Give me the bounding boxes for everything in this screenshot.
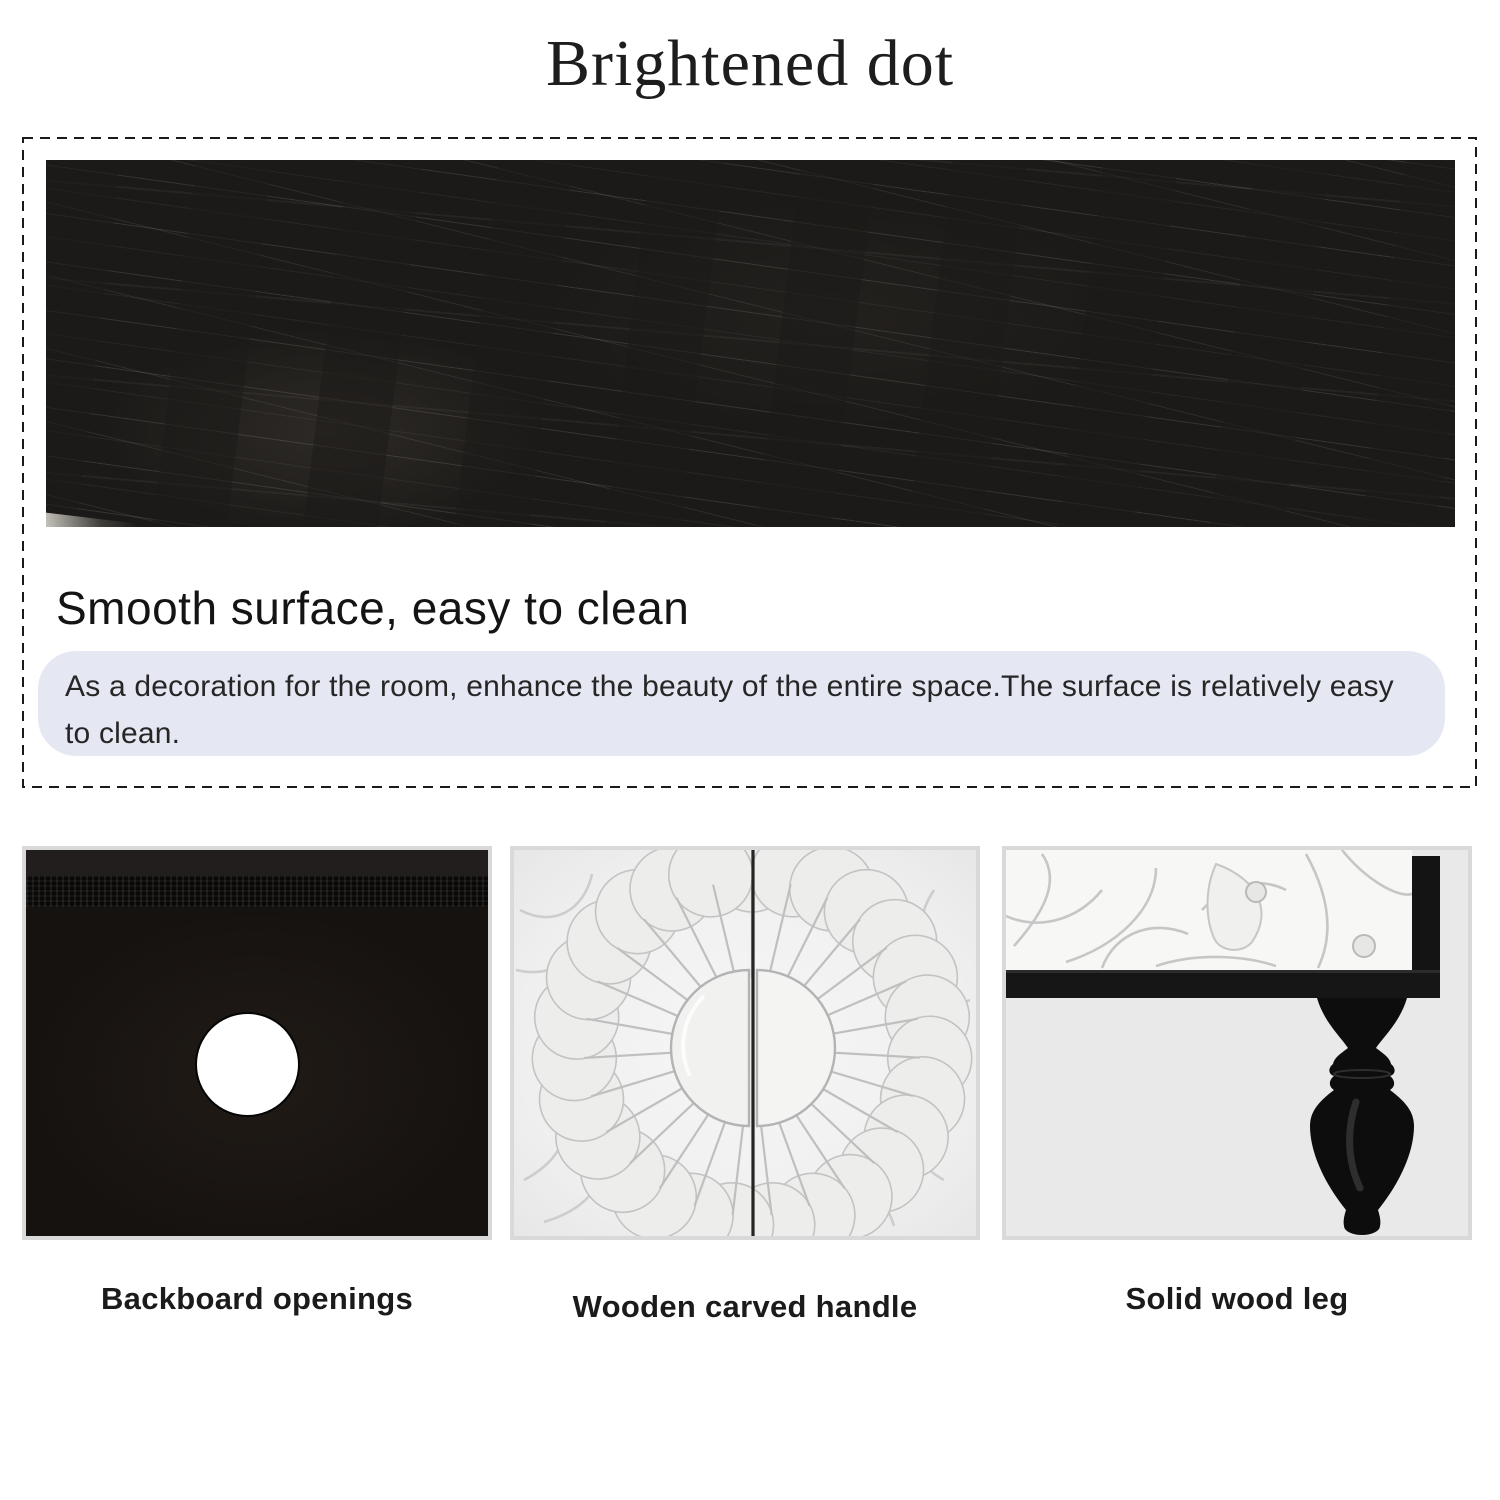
carving-center-dot	[1246, 882, 1266, 902]
caption-wood-leg: Solid wood leg	[1125, 1281, 1349, 1316]
page-title: Brightened dot	[545, 27, 955, 100]
backboard-edge-band	[26, 876, 488, 907]
black-wood-grain-photo	[46, 160, 1455, 527]
wood-edge-highlight	[46, 511, 166, 527]
backboard-top-rail	[26, 850, 488, 876]
feature-card-backboard-openings	[22, 846, 492, 1240]
surface-description-text: As a decoration for the room, enhance the beauty of the entire space.The surface is relatively easy to clean.	[65, 670, 1394, 750]
carved-flower-handle-photo	[514, 850, 976, 1236]
solid-wood-leg-photo	[1006, 850, 1468, 1236]
surface-feature-panel	[22, 137, 1477, 788]
surface-description-pill	[38, 651, 1445, 756]
caption-backboard-openings: Backboard openings	[100, 1281, 413, 1316]
surface-heading: Smooth surface, easy to clean	[56, 582, 690, 634]
feature-card-wood-leg	[1002, 846, 1472, 1240]
cable-hole-circle	[197, 1014, 298, 1115]
backboard-openings-photo	[26, 850, 488, 1236]
caption-carved-handle: Wooden carved handle	[572, 1289, 918, 1324]
carving-center-dot-2	[1353, 935, 1375, 957]
feature-card-carved-handle	[510, 846, 980, 1240]
